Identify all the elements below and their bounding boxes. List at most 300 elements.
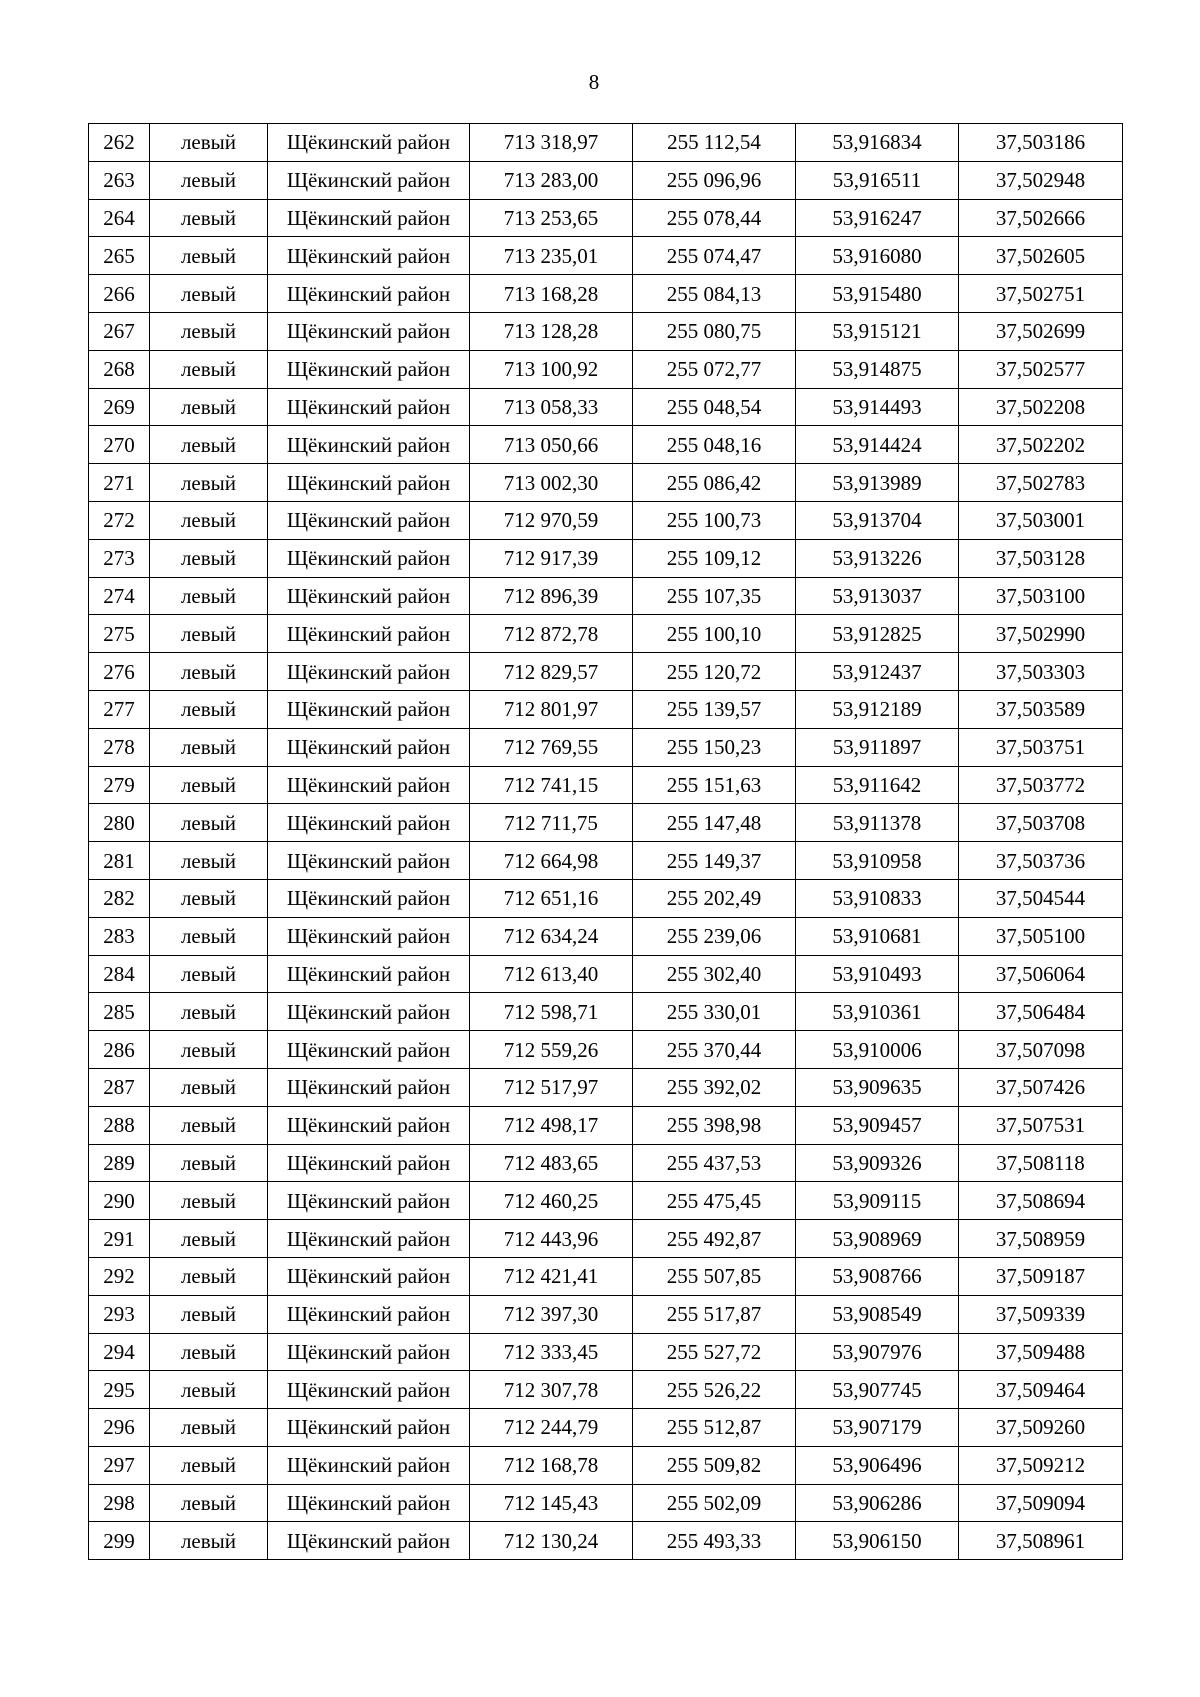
bank-cell: левый (150, 1144, 268, 1182)
latitude-cell: 53,916247 (796, 199, 959, 237)
district-cell: Щёкинский район (268, 312, 470, 350)
x-coordinate-cell: 712 421,41 (470, 1257, 633, 1295)
bank-cell: левый (150, 539, 268, 577)
point-number-cell: 294 (89, 1333, 150, 1371)
bank-cell: левый (150, 728, 268, 766)
district-cell: Щёкинский район (268, 879, 470, 917)
y-coordinate-cell: 255 151,63 (633, 766, 796, 804)
longitude-cell: 37,507426 (959, 1068, 1123, 1106)
x-coordinate-cell: 712 801,97 (470, 690, 633, 728)
table-row (89, 728, 1123, 766)
latitude-cell: 53,910833 (796, 879, 959, 917)
longitude-cell: 37,502577 (959, 350, 1123, 388)
district-cell: Щёкинский район (268, 464, 470, 502)
x-coordinate-cell: 712 397,30 (470, 1295, 633, 1333)
bank-cell: левый (150, 1295, 268, 1333)
point-number-cell: 297 (89, 1446, 150, 1484)
point-number-cell: 284 (89, 955, 150, 993)
latitude-cell: 53,908549 (796, 1295, 959, 1333)
latitude-cell: 53,909457 (796, 1106, 959, 1144)
bank-cell: левый (150, 1371, 268, 1409)
bank-cell: левый (150, 766, 268, 804)
district-cell: Щёкинский район (268, 1371, 470, 1409)
table-row (89, 993, 1123, 1031)
district-cell: Щёкинский район (268, 917, 470, 955)
x-coordinate-cell: 712 917,39 (470, 539, 633, 577)
latitude-cell: 53,910006 (796, 1031, 959, 1069)
latitude-cell: 53,907745 (796, 1371, 959, 1409)
x-coordinate-cell: 713 235,01 (470, 237, 633, 275)
latitude-cell: 53,912437 (796, 653, 959, 691)
latitude-cell: 53,910958 (796, 842, 959, 880)
x-coordinate-cell: 712 333,45 (470, 1333, 633, 1371)
table-row (89, 917, 1123, 955)
bank-cell: левый (150, 1446, 268, 1484)
x-coordinate-cell: 712 498,17 (470, 1106, 633, 1144)
district-cell: Щёкинский район (268, 690, 470, 728)
latitude-cell: 53,908969 (796, 1220, 959, 1258)
y-coordinate-cell: 255 492,87 (633, 1220, 796, 1258)
x-coordinate-cell: 712 244,79 (470, 1409, 633, 1447)
point-number-cell: 263 (89, 161, 150, 199)
point-number-cell: 288 (89, 1106, 150, 1144)
y-coordinate-cell: 255 149,37 (633, 842, 796, 880)
point-number-cell: 276 (89, 653, 150, 691)
y-coordinate-cell: 255 527,72 (633, 1333, 796, 1371)
y-coordinate-cell: 255 502,09 (633, 1484, 796, 1522)
y-coordinate-cell: 255 100,10 (633, 615, 796, 653)
bank-cell: левый (150, 161, 268, 199)
y-coordinate-cell: 255 437,53 (633, 1144, 796, 1182)
district-cell: Щёкинский район (268, 1068, 470, 1106)
district-cell: Щёкинский район (268, 615, 470, 653)
latitude-cell: 53,916080 (796, 237, 959, 275)
longitude-cell: 37,503186 (959, 124, 1123, 162)
district-cell: Щёкинский район (268, 1257, 470, 1295)
bank-cell: левый (150, 199, 268, 237)
longitude-cell: 37,503100 (959, 577, 1123, 615)
longitude-cell: 37,502783 (959, 464, 1123, 502)
bank-cell: левый (150, 388, 268, 426)
x-coordinate-cell: 712 711,75 (470, 804, 633, 842)
x-coordinate-cell: 712 130,24 (470, 1522, 633, 1560)
table-row (89, 464, 1123, 502)
y-coordinate-cell: 255 048,16 (633, 426, 796, 464)
district-cell: Щёкинский район (268, 275, 470, 313)
y-coordinate-cell: 255 370,44 (633, 1031, 796, 1069)
y-coordinate-cell: 255 330,01 (633, 993, 796, 1031)
y-coordinate-cell: 255 302,40 (633, 955, 796, 993)
table-row (89, 1220, 1123, 1258)
longitude-cell: 37,503589 (959, 690, 1123, 728)
point-number-cell: 295 (89, 1371, 150, 1409)
y-coordinate-cell: 255 147,48 (633, 804, 796, 842)
table-row (89, 426, 1123, 464)
longitude-cell: 37,508118 (959, 1144, 1123, 1182)
district-cell: Щёкинский район (268, 993, 470, 1031)
district-cell: Щёкинский район (268, 237, 470, 275)
longitude-cell: 37,504544 (959, 879, 1123, 917)
coordinates-table (88, 123, 1123, 1560)
longitude-cell: 37,508961 (959, 1522, 1123, 1560)
bank-cell: левый (150, 350, 268, 388)
bank-cell: левый (150, 842, 268, 880)
district-cell: Щёкинский район (268, 1106, 470, 1144)
x-coordinate-cell: 712 307,78 (470, 1371, 633, 1409)
table-body (89, 124, 1123, 1560)
longitude-cell: 37,506064 (959, 955, 1123, 993)
point-number-cell: 268 (89, 350, 150, 388)
district-cell: Щёкинский район (268, 501, 470, 539)
district-cell: Щёкинский район (268, 539, 470, 577)
table-row (89, 1522, 1123, 1560)
latitude-cell: 53,911378 (796, 804, 959, 842)
point-number-cell: 270 (89, 426, 150, 464)
latitude-cell: 53,909115 (796, 1182, 959, 1220)
latitude-cell: 53,912189 (796, 690, 959, 728)
longitude-cell: 37,502948 (959, 161, 1123, 199)
y-coordinate-cell: 255 080,75 (633, 312, 796, 350)
point-number-cell: 264 (89, 199, 150, 237)
longitude-cell: 37,507098 (959, 1031, 1123, 1069)
y-coordinate-cell: 255 109,12 (633, 539, 796, 577)
district-cell: Щёкинский район (268, 577, 470, 615)
latitude-cell: 53,914875 (796, 350, 959, 388)
table-row (89, 766, 1123, 804)
longitude-cell: 37,503772 (959, 766, 1123, 804)
district-cell: Щёкинский район (268, 1220, 470, 1258)
x-coordinate-cell: 712 829,57 (470, 653, 633, 691)
bank-cell: левый (150, 1220, 268, 1258)
longitude-cell: 37,505100 (959, 917, 1123, 955)
table-row (89, 501, 1123, 539)
x-coordinate-cell: 712 741,15 (470, 766, 633, 804)
point-number-cell: 280 (89, 804, 150, 842)
district-cell: Щёкинский район (268, 124, 470, 162)
point-number-cell: 265 (89, 237, 150, 275)
latitude-cell: 53,916511 (796, 161, 959, 199)
table-row (89, 1484, 1123, 1522)
table-row (89, 199, 1123, 237)
district-cell: Щёкинский район (268, 1182, 470, 1220)
longitude-cell: 37,503128 (959, 539, 1123, 577)
table-row (89, 275, 1123, 313)
y-coordinate-cell: 255 150,23 (633, 728, 796, 766)
y-coordinate-cell: 255 475,45 (633, 1182, 796, 1220)
table-row (89, 124, 1123, 162)
point-number-cell: 275 (89, 615, 150, 653)
x-coordinate-cell: 713 050,66 (470, 426, 633, 464)
district-cell: Щёкинский район (268, 1484, 470, 1522)
x-coordinate-cell: 713 283,00 (470, 161, 633, 199)
bank-cell: левый (150, 1484, 268, 1522)
district-cell: Щёкинский район (268, 1409, 470, 1447)
latitude-cell: 53,906496 (796, 1446, 959, 1484)
y-coordinate-cell: 255 526,22 (633, 1371, 796, 1409)
y-coordinate-cell: 255 239,06 (633, 917, 796, 955)
longitude-cell: 37,503303 (959, 653, 1123, 691)
table-row (89, 312, 1123, 350)
longitude-cell: 37,503708 (959, 804, 1123, 842)
longitude-cell: 37,509212 (959, 1446, 1123, 1484)
x-coordinate-cell: 712 872,78 (470, 615, 633, 653)
table-row (89, 1106, 1123, 1144)
x-coordinate-cell: 712 651,16 (470, 879, 633, 917)
latitude-cell: 53,909326 (796, 1144, 959, 1182)
latitude-cell: 53,913989 (796, 464, 959, 502)
y-coordinate-cell: 255 074,47 (633, 237, 796, 275)
table-row (89, 350, 1123, 388)
table-row (89, 615, 1123, 653)
table-row (89, 577, 1123, 615)
district-cell: Щёкинский район (268, 1333, 470, 1371)
district-cell: Щёкинский район (268, 804, 470, 842)
district-cell: Щёкинский район (268, 161, 470, 199)
latitude-cell: 53,910361 (796, 993, 959, 1031)
district-cell: Щёкинский район (268, 388, 470, 426)
point-number-cell: 291 (89, 1220, 150, 1258)
longitude-cell: 37,502202 (959, 426, 1123, 464)
table-row (89, 1446, 1123, 1484)
point-number-cell: 281 (89, 842, 150, 880)
x-coordinate-cell: 713 168,28 (470, 275, 633, 313)
longitude-cell: 37,502666 (959, 199, 1123, 237)
bank-cell: левый (150, 275, 268, 313)
district-cell: Щёкинский район (268, 766, 470, 804)
longitude-cell: 37,509260 (959, 1409, 1123, 1447)
bank-cell: левый (150, 426, 268, 464)
table-row (89, 1144, 1123, 1182)
district-cell: Щёкинский район (268, 842, 470, 880)
bank-cell: левый (150, 237, 268, 275)
point-number-cell: 278 (89, 728, 150, 766)
longitude-cell: 37,502990 (959, 615, 1123, 653)
longitude-cell: 37,502605 (959, 237, 1123, 275)
y-coordinate-cell: 255 509,82 (633, 1446, 796, 1484)
table-row (89, 653, 1123, 691)
x-coordinate-cell: 712 664,98 (470, 842, 633, 880)
point-number-cell: 285 (89, 993, 150, 1031)
y-coordinate-cell: 255 084,13 (633, 275, 796, 313)
latitude-cell: 53,906286 (796, 1484, 959, 1522)
y-coordinate-cell: 255 112,54 (633, 124, 796, 162)
x-coordinate-cell: 713 318,97 (470, 124, 633, 162)
longitude-cell: 37,502699 (959, 312, 1123, 350)
y-coordinate-cell: 255 398,98 (633, 1106, 796, 1144)
point-number-cell: 282 (89, 879, 150, 917)
point-number-cell: 279 (89, 766, 150, 804)
latitude-cell: 53,910493 (796, 955, 959, 993)
district-cell: Щёкинский район (268, 1522, 470, 1560)
point-number-cell: 289 (89, 1144, 150, 1182)
x-coordinate-cell: 712 145,43 (470, 1484, 633, 1522)
table-row (89, 1409, 1123, 1447)
longitude-cell: 37,508694 (959, 1182, 1123, 1220)
district-cell: Щёкинский район (268, 728, 470, 766)
table-row (89, 237, 1123, 275)
bank-cell: левый (150, 1031, 268, 1069)
table-row (89, 879, 1123, 917)
point-number-cell: 267 (89, 312, 150, 350)
latitude-cell: 53,912825 (796, 615, 959, 653)
table-row (89, 1031, 1123, 1069)
point-number-cell: 290 (89, 1182, 150, 1220)
longitude-cell: 37,502751 (959, 275, 1123, 313)
latitude-cell: 53,911642 (796, 766, 959, 804)
point-number-cell: 298 (89, 1484, 150, 1522)
table-row (89, 1371, 1123, 1409)
bank-cell: левый (150, 955, 268, 993)
latitude-cell: 53,914493 (796, 388, 959, 426)
point-number-cell: 292 (89, 1257, 150, 1295)
table-row (89, 1182, 1123, 1220)
bank-cell: левый (150, 1409, 268, 1447)
point-number-cell: 273 (89, 539, 150, 577)
x-coordinate-cell: 712 168,78 (470, 1446, 633, 1484)
latitude-cell: 53,915121 (796, 312, 959, 350)
bank-cell: левый (150, 993, 268, 1031)
table-row (89, 1257, 1123, 1295)
x-coordinate-cell: 712 460,25 (470, 1182, 633, 1220)
x-coordinate-cell: 713 058,33 (470, 388, 633, 426)
latitude-cell: 53,914424 (796, 426, 959, 464)
bank-cell: левый (150, 1106, 268, 1144)
longitude-cell: 37,503751 (959, 728, 1123, 766)
longitude-cell: 37,507531 (959, 1106, 1123, 1144)
bank-cell: левый (150, 312, 268, 350)
x-coordinate-cell: 712 483,65 (470, 1144, 633, 1182)
y-coordinate-cell: 255 078,44 (633, 199, 796, 237)
y-coordinate-cell: 255 392,02 (633, 1068, 796, 1106)
point-number-cell: 296 (89, 1409, 150, 1447)
longitude-cell: 37,503736 (959, 842, 1123, 880)
y-coordinate-cell: 255 507,85 (633, 1257, 796, 1295)
point-number-cell: 277 (89, 690, 150, 728)
y-coordinate-cell: 255 202,49 (633, 879, 796, 917)
table-row (89, 804, 1123, 842)
table-row (89, 842, 1123, 880)
bank-cell: левый (150, 501, 268, 539)
table-row (89, 1333, 1123, 1371)
point-number-cell: 293 (89, 1295, 150, 1333)
district-cell: Щёкинский район (268, 199, 470, 237)
bank-cell: левый (150, 464, 268, 502)
y-coordinate-cell: 255 048,54 (633, 388, 796, 426)
table-row (89, 690, 1123, 728)
bank-cell: левый (150, 615, 268, 653)
latitude-cell: 53,907179 (796, 1409, 959, 1447)
latitude-cell: 53,913704 (796, 501, 959, 539)
x-coordinate-cell: 712 613,40 (470, 955, 633, 993)
point-number-cell: 266 (89, 275, 150, 313)
latitude-cell: 53,907976 (796, 1333, 959, 1371)
y-coordinate-cell: 255 493,33 (633, 1522, 796, 1560)
table-row (89, 161, 1123, 199)
bank-cell: левый (150, 1068, 268, 1106)
table-row (89, 955, 1123, 993)
point-number-cell: 262 (89, 124, 150, 162)
x-coordinate-cell: 712 559,26 (470, 1031, 633, 1069)
bank-cell: левый (150, 917, 268, 955)
y-coordinate-cell: 255 139,57 (633, 690, 796, 728)
bank-cell: левый (150, 879, 268, 917)
point-number-cell: 283 (89, 917, 150, 955)
latitude-cell: 53,911897 (796, 728, 959, 766)
x-coordinate-cell: 712 970,59 (470, 501, 633, 539)
y-coordinate-cell: 255 512,87 (633, 1409, 796, 1447)
bank-cell: левый (150, 577, 268, 615)
x-coordinate-cell: 712 443,96 (470, 1220, 633, 1258)
latitude-cell: 53,909635 (796, 1068, 959, 1106)
x-coordinate-cell: 712 896,39 (470, 577, 633, 615)
point-number-cell: 286 (89, 1031, 150, 1069)
point-number-cell: 271 (89, 464, 150, 502)
latitude-cell: 53,910681 (796, 917, 959, 955)
x-coordinate-cell: 713 253,65 (470, 199, 633, 237)
longitude-cell: 37,509488 (959, 1333, 1123, 1371)
x-coordinate-cell: 713 128,28 (470, 312, 633, 350)
point-number-cell: 269 (89, 388, 150, 426)
point-number-cell: 272 (89, 501, 150, 539)
x-coordinate-cell: 712 769,55 (470, 728, 633, 766)
longitude-cell: 37,508959 (959, 1220, 1123, 1258)
longitude-cell: 37,502208 (959, 388, 1123, 426)
y-coordinate-cell: 255 096,96 (633, 161, 796, 199)
bank-cell: левый (150, 690, 268, 728)
longitude-cell: 37,503001 (959, 501, 1123, 539)
latitude-cell: 53,913226 (796, 539, 959, 577)
district-cell: Щёкинский район (268, 1295, 470, 1333)
x-coordinate-cell: 713 100,92 (470, 350, 633, 388)
y-coordinate-cell: 255 100,73 (633, 501, 796, 539)
longitude-cell: 37,509339 (959, 1295, 1123, 1333)
bank-cell: левый (150, 1333, 268, 1371)
point-number-cell: 274 (89, 577, 150, 615)
x-coordinate-cell: 712 598,71 (470, 993, 633, 1031)
district-cell: Щёкинский район (268, 1031, 470, 1069)
bank-cell: левый (150, 1182, 268, 1220)
page-number: 8 (588, 70, 600, 94)
table-row (89, 388, 1123, 426)
district-cell: Щёкинский район (268, 1446, 470, 1484)
latitude-cell: 53,908766 (796, 1257, 959, 1295)
district-cell: Щёкинский район (268, 350, 470, 388)
bank-cell: левый (150, 124, 268, 162)
latitude-cell: 53,915480 (796, 275, 959, 313)
bank-cell: левый (150, 1257, 268, 1295)
x-coordinate-cell: 712 517,97 (470, 1068, 633, 1106)
y-coordinate-cell: 255 072,77 (633, 350, 796, 388)
point-number-cell: 287 (89, 1068, 150, 1106)
point-number-cell: 299 (89, 1522, 150, 1560)
table-row (89, 1068, 1123, 1106)
longitude-cell: 37,509464 (959, 1371, 1123, 1409)
district-cell: Щёкинский район (268, 955, 470, 993)
longitude-cell: 37,509187 (959, 1257, 1123, 1295)
longitude-cell: 37,509094 (959, 1484, 1123, 1522)
y-coordinate-cell: 255 086,42 (633, 464, 796, 502)
bank-cell: левый (150, 804, 268, 842)
y-coordinate-cell: 255 107,35 (633, 577, 796, 615)
bank-cell: левый (150, 1522, 268, 1560)
latitude-cell: 53,906150 (796, 1522, 959, 1560)
x-coordinate-cell: 713 002,30 (470, 464, 633, 502)
latitude-cell: 53,916834 (796, 124, 959, 162)
table-row (89, 539, 1123, 577)
table-row (89, 1295, 1123, 1333)
x-coordinate-cell: 712 634,24 (470, 917, 633, 955)
district-cell: Щёкинский район (268, 1144, 470, 1182)
